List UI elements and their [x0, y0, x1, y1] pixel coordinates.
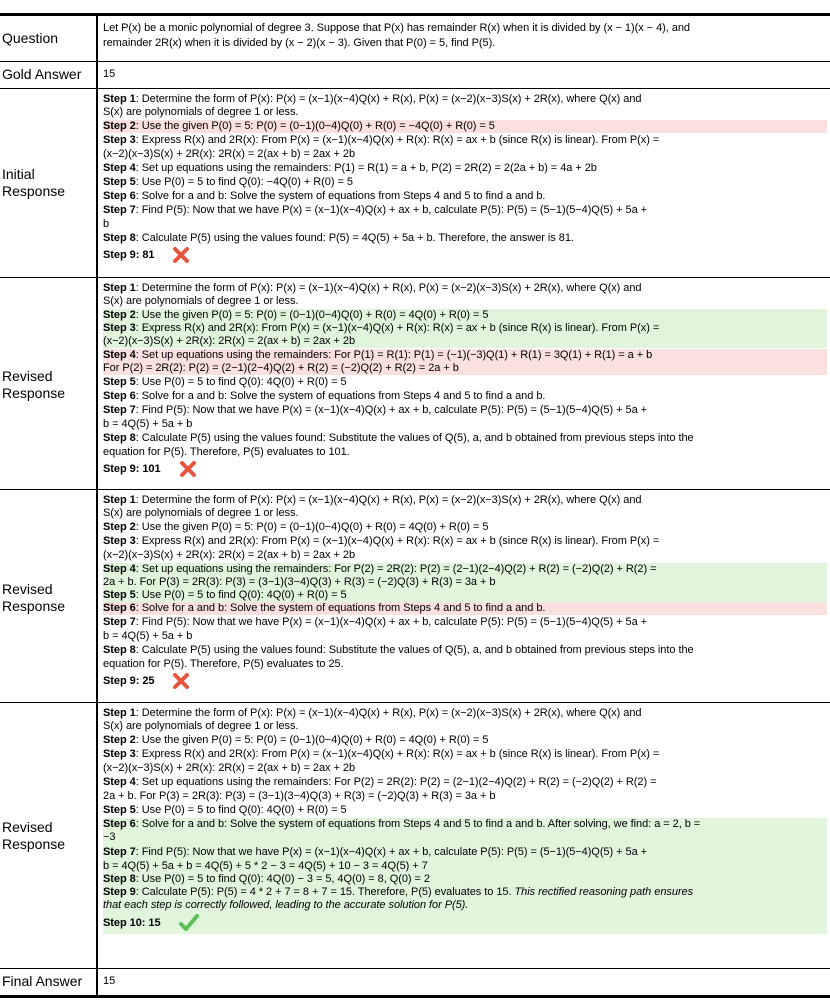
label-revised-response-2: Revised Response	[2, 581, 66, 614]
step-label: Step 3	[103, 134, 136, 146]
red-cross-icon	[179, 460, 197, 478]
red-cross-icon	[172, 246, 190, 264]
final-answer-value: 15	[103, 975, 116, 987]
final-answer-cell	[100, 975, 830, 991]
step-text: : 101	[135, 463, 161, 475]
step-label: Step 7	[103, 846, 136, 858]
step-label: Step 2	[103, 309, 136, 321]
step-label: Step 2	[103, 734, 136, 746]
step-label: Step 3	[103, 748, 136, 760]
step-text: : Set up equations using the remainders: P(1) = R(1) = a + b, P(2) = 2R(2) = 2(2a + b) = 4a + 2b	[135, 162, 597, 174]
step-text: : Determine the form of P(x): P(x) = (x−1)(x−4)Q(x) + R(x), P(x) = (x−2)(x−3)S(x) + 2R(x), where Q(x) and	[135, 707, 642, 719]
row-divider	[0, 702, 830, 703]
step-line: (x−2)(x−3)S(x) + 2R(x): 2R(x) = 2(ax + b) = 2ax + 2b	[103, 762, 356, 774]
step-label: Step 4	[103, 563, 136, 575]
label-gold-answer: Gold Answer	[2, 66, 82, 82]
step-text: : Find P(5): Now that we have P(x) = (x−1)(x−4)Q(x) + ax + b, calculate P(5): P(5) = (5−1)(5−4)Q(5) + 5a +	[135, 846, 648, 858]
step-text: : Express R(x) and 2R(x): From P(x) = (x−1)(x−4)Q(x) + R(x): R(x) = ax + b (since R(x) is linear). From P(x) =	[135, 535, 660, 547]
row-divider	[0, 277, 830, 278]
question-line: remainder 2R(x) when it is divided by (x − 2)(x − 3). Given that P(0) = 5, find P(5).	[103, 37, 496, 49]
step-label: Step 7	[103, 204, 136, 216]
step-label: Step 7	[103, 616, 136, 628]
step-line	[103, 616, 827, 629]
row-divider	[0, 968, 830, 969]
step-label: Step 4	[103, 162, 136, 174]
step-label: Step 4	[103, 776, 136, 788]
step-label: Step 1	[103, 494, 136, 506]
revised-response-1-cell	[100, 282, 830, 487]
step-label: Step 8	[103, 232, 136, 244]
revised-response-3-cell	[100, 707, 830, 965]
step-label: Step 1	[103, 282, 136, 294]
green-check-icon	[179, 914, 199, 932]
step-line	[103, 232, 827, 245]
step-line	[103, 535, 827, 548]
step-line-correct	[103, 886, 827, 899]
step-line	[103, 390, 827, 403]
step-line-error: For P(2) = 2R(2): P(2) = (2−1)(2−4)Q(2) + R(2) = (−2)Q(2) + R(2) = 2a + b	[103, 362, 827, 375]
gold-answer-cell	[100, 68, 830, 84]
step-line	[103, 432, 827, 445]
step-text: : Find P(5): Now that we have P(x) = (x−1)(x−4)Q(x) + ax + b, calculate P(5): P(5) = (5−1)(5−4)Q(5) + 5a +	[135, 204, 648, 216]
step-label: Step 3	[103, 535, 136, 547]
step-line-correct	[103, 818, 827, 831]
step-line-correct	[103, 873, 827, 886]
step-label: Step 5	[103, 376, 136, 388]
step-line-correct: 2a + b. For P(3) = 2R(3): P(3) = (3−1)(3−4)Q(3) + R(3) = (−2)Q(3) + R(3) = 3a + b	[103, 576, 827, 589]
step-line	[103, 134, 827, 147]
step-line: equation for P(5). Therefore, P(5) evaluates to 101.	[103, 446, 350, 458]
step-text: : Calculate P(5): P(5) = 4 * 2 + 7 = 8 + 7 = 15. Therefore, P(5) evaluates to 15.	[135, 886, 512, 898]
step-text: : 15	[141, 917, 161, 929]
step-line-error	[103, 349, 827, 362]
gold-answer-value: 15	[103, 68, 116, 80]
step-label: Step 1	[103, 707, 136, 719]
step-line: equation for P(5). Therefore, P(5) evaluates to 25.	[103, 658, 344, 670]
row-divider	[0, 88, 830, 89]
step-label: Step 6	[103, 818, 136, 830]
step-text: : Calculate P(5) using the values found: Substitute the values of Q(5), a, and b obtained from previous steps into the	[135, 432, 694, 444]
step-text: : 25	[135, 675, 155, 687]
row-divider	[0, 61, 830, 62]
step-line	[103, 190, 827, 203]
step-line: b = 4Q(5) + 5a + b	[103, 630, 193, 642]
step-label: Step 9	[103, 249, 136, 261]
step-text: : Set up equations using the remainders: For P(2) = 2R(2): P(2) = (2−1)(2−4)Q(2) + R(2) = (−2)Q(2) + R(2) =	[135, 563, 657, 575]
step-label: Step 5	[103, 589, 136, 601]
step-text: : Find P(5): Now that we have P(x) = (x−1)(x−4)Q(x) + ax + b, calculate P(5): P(5) = (5−1)(5−4)Q(5) + 5a +	[135, 404, 648, 416]
step-label: Step 6	[103, 390, 136, 402]
step-line: b	[103, 218, 110, 230]
step-line	[103, 734, 827, 747]
bottom-rule	[0, 995, 830, 998]
step-line	[103, 671, 827, 691]
step-line	[103, 459, 827, 479]
step-label: Step 8	[103, 432, 136, 444]
step-text: : Solve for a and b: Solve the system of equations from Steps 4 and 5 to find a and b.	[135, 602, 546, 614]
step-line	[103, 204, 827, 217]
step-line-error	[103, 602, 827, 615]
step-line: (x−2)(x−3)S(x) + 2R(x): 2R(x) = 2(ax + b) = 2ax + 2b	[103, 148, 356, 160]
step-text: : Use the given P(0) = 5: P(0) = (0−1)(0−4)Q(0) + R(0) = 4Q(0) + R(0) = 5	[135, 734, 489, 746]
label-revised-response-3: Revised Response	[2, 819, 66, 852]
step-line	[103, 176, 827, 189]
step-label: Step 5	[103, 176, 136, 188]
step-label: Step 8	[103, 873, 136, 885]
step-line	[103, 282, 827, 295]
step-line	[103, 521, 827, 534]
step-line-correct	[103, 309, 827, 322]
step-text: : Determine the form of P(x): P(x) = (x−1)(x−4)Q(x) + R(x), P(x) = (x−2)(x−3)S(x) + 2R(x), where Q(x) and	[135, 93, 642, 105]
step-text: : Determine the form of P(x): P(x) = (x−1)(x−4)Q(x) + R(x), P(x) = (x−2)(x−3)S(x) + 2R(x), where Q(x) and	[135, 282, 642, 294]
step-label: Step 6	[103, 602, 136, 614]
step-label: Step 3	[103, 322, 136, 334]
step-line-correct: (x−2)(x−3)S(x) + 2R(x): 2R(x) = 2(ax + b) = 2ax + 2b	[103, 335, 827, 348]
step-text: : Express R(x) and 2R(x): From P(x) = (x−1)(x−4)Q(x) + R(x): R(x) = ax + b (since R(x) is linear). From P(x) =	[135, 322, 660, 334]
step-text: : Calculate P(5) using the values found: P(5) = 4Q(5) + 5a + b. Therefore, the answer is 81.	[135, 232, 574, 244]
question-line: Let P(x) be a monic polynomial of degree 3. Suppose that P(x) has remainder R(x) when it is divided by (x − 1)(x − 4), and	[103, 22, 690, 34]
step-line	[103, 494, 827, 507]
step-line	[103, 376, 827, 389]
step-label: Step 6	[103, 190, 136, 202]
step-label: Step 5	[103, 804, 136, 816]
step-label: Step 8	[103, 644, 136, 656]
step-text: : Set up equations using the remainders: For P(2) = 2R(2): P(2) = (2−1)(2−4)Q(2) + R(2) = (−2)Q(2) + R(2) =	[135, 776, 657, 788]
column-divider	[96, 15, 98, 997]
step-text: : Use the given P(0) = 5: P(0) = (0−1)(0−4)Q(0) + R(0) = 4Q(0) + R(0) = 5	[135, 309, 489, 321]
step-text: : 81	[135, 249, 155, 261]
step-text: : Use P(0) = 5 to find Q(0): −4Q(0) + R(0) = 5	[135, 176, 353, 188]
step-label: Step 2	[103, 521, 136, 533]
step-label: Step 1	[103, 93, 136, 105]
step-line-correct: b = 4Q(5) + 5a + b = 4Q(5) + 5 * 2 − 3 = 4Q(5) + 10 − 3 = 4Q(5) + 7	[103, 860, 827, 873]
step-line	[103, 776, 827, 789]
step-line	[103, 404, 827, 417]
question-cell	[100, 22, 830, 58]
step-text: : Set up equations using the remainders: For P(1) = R(1): P(1) = (−1)(−3)Q(1) + R(1) = 3Q(1) + R(1) = a + b	[135, 349, 653, 361]
step-line	[103, 245, 827, 265]
step-line-correct	[103, 563, 827, 576]
step-text: : Solve for a and b: Solve the system of equations from Steps 4 and 5 to find a and b.	[135, 190, 546, 202]
step-line-correct	[103, 589, 827, 602]
step-line-correct	[103, 899, 827, 912]
step-line-correct	[103, 912, 827, 934]
step-label: Step 7	[103, 404, 136, 416]
step-text: : Determine the form of P(x): P(x) = (x−1)(x−4)Q(x) + R(x), P(x) = (x−2)(x−3)S(x) + 2R(x), where Q(x) and	[135, 494, 642, 506]
step-text: : Use P(0) = 5 to find Q(0): 4Q(0) + R(0) = 5	[135, 376, 347, 388]
step-text: : Solve for a and b: Solve the system of equations from Steps 4 and 5 to find a and b. After solving, we find: a = 2, b =	[135, 818, 701, 830]
step-line: S(x) are polynomials of degree 1 or less.	[103, 720, 299, 732]
rectified-note: that each step is correctly followed, leading to the accurate solution for P(5).	[103, 899, 469, 911]
step-line	[103, 707, 827, 720]
step-text: : Find P(5): Now that we have P(x) = (x−1)(x−4)Q(x) + ax + b, calculate P(5): P(5) = (5−1)(5−4)Q(5) + 5a +	[135, 616, 648, 628]
step-line-error	[103, 120, 827, 133]
step-text: : Use P(0) = 5 to find Q(0): 4Q(0) − 3 = 5, 4Q(0) = 8, Q(0) = 2	[135, 873, 430, 885]
step-label: Step 9	[103, 463, 136, 475]
step-line-correct	[103, 322, 827, 335]
step-label: Step 4	[103, 349, 136, 361]
step-line: S(x) are polynomials of degree 1 or less.	[103, 507, 299, 519]
label-initial-response: Initial Response	[2, 166, 66, 199]
step-label: Step 9	[103, 886, 136, 898]
step-line: S(x) are polynomials of degree 1 or less.	[103, 295, 299, 307]
step-line-correct	[103, 844, 827, 860]
step-text: : Use P(0) = 5 to find Q(0): 4Q(0) + R(0) = 5	[135, 589, 347, 601]
rectified-note: This rectified reasoning path ensures	[511, 886, 694, 898]
step-line-correct: −3	[103, 831, 827, 844]
step-text: : Express R(x) and 2R(x): From P(x) = (x−1)(x−4)Q(x) + R(x): R(x) = ax + b (since R(x) is linear). From P(x) =	[135, 134, 660, 146]
step-text: : Use the given P(0) = 5: P(0) = (0−1)(0−4)Q(0) + R(0) = 4Q(0) + R(0) = 5	[135, 521, 489, 533]
revised-response-2-cell	[100, 494, 830, 700]
step-line	[103, 93, 827, 106]
step-line	[103, 804, 827, 817]
label-question: Question	[2, 30, 59, 46]
label-final-answer: Final Answer	[2, 973, 83, 989]
step-line: (x−2)(x−3)S(x) + 2R(x): 2R(x) = 2(ax + b) = 2ax + 2b	[103, 549, 356, 561]
step-text: : Express R(x) and 2R(x): From P(x) = (x−1)(x−4)Q(x) + R(x): R(x) = ax + b (since R(x) is linear). From P(x) =	[135, 748, 660, 760]
step-text: : Use the given P(0) = 5: P(0) = (0−1)(0−4)Q(0) + R(0) = −4Q(0) + R(0) = 5	[135, 120, 495, 132]
label-revised-response-1: Revised Response	[2, 368, 66, 401]
row-divider	[0, 489, 830, 490]
step-label: Step 10	[103, 917, 142, 929]
step-line: S(x) are polynomials of degree 1 or less.	[103, 106, 299, 118]
step-line: 2a + b. For P(3) = 2R(3): P(3) = (3−1)(3−4)Q(3) + R(3) = (−2)Q(3) + R(3) = 3a + b	[103, 790, 496, 802]
step-label: Step 2	[103, 120, 136, 132]
step-text: : Calculate P(5) using the values found: Substitute the values of Q(5), a, and b obtained from previous steps into the	[135, 644, 694, 656]
step-line: b = 4Q(5) + 5a + b	[103, 418, 193, 430]
step-line	[103, 748, 827, 761]
step-text: : Solve for a and b: Solve the system of equations from Steps 4 and 5 to find a and b.	[135, 390, 546, 402]
red-cross-icon	[172, 672, 190, 690]
step-line	[103, 162, 827, 175]
initial-response-cell	[100, 93, 830, 275]
top-rule	[0, 13, 830, 16]
step-text: : Use P(0) = 5 to find Q(0): 4Q(0) + R(0) = 5	[135, 804, 347, 816]
step-line	[103, 644, 827, 657]
step-label: Step 9	[103, 675, 136, 687]
